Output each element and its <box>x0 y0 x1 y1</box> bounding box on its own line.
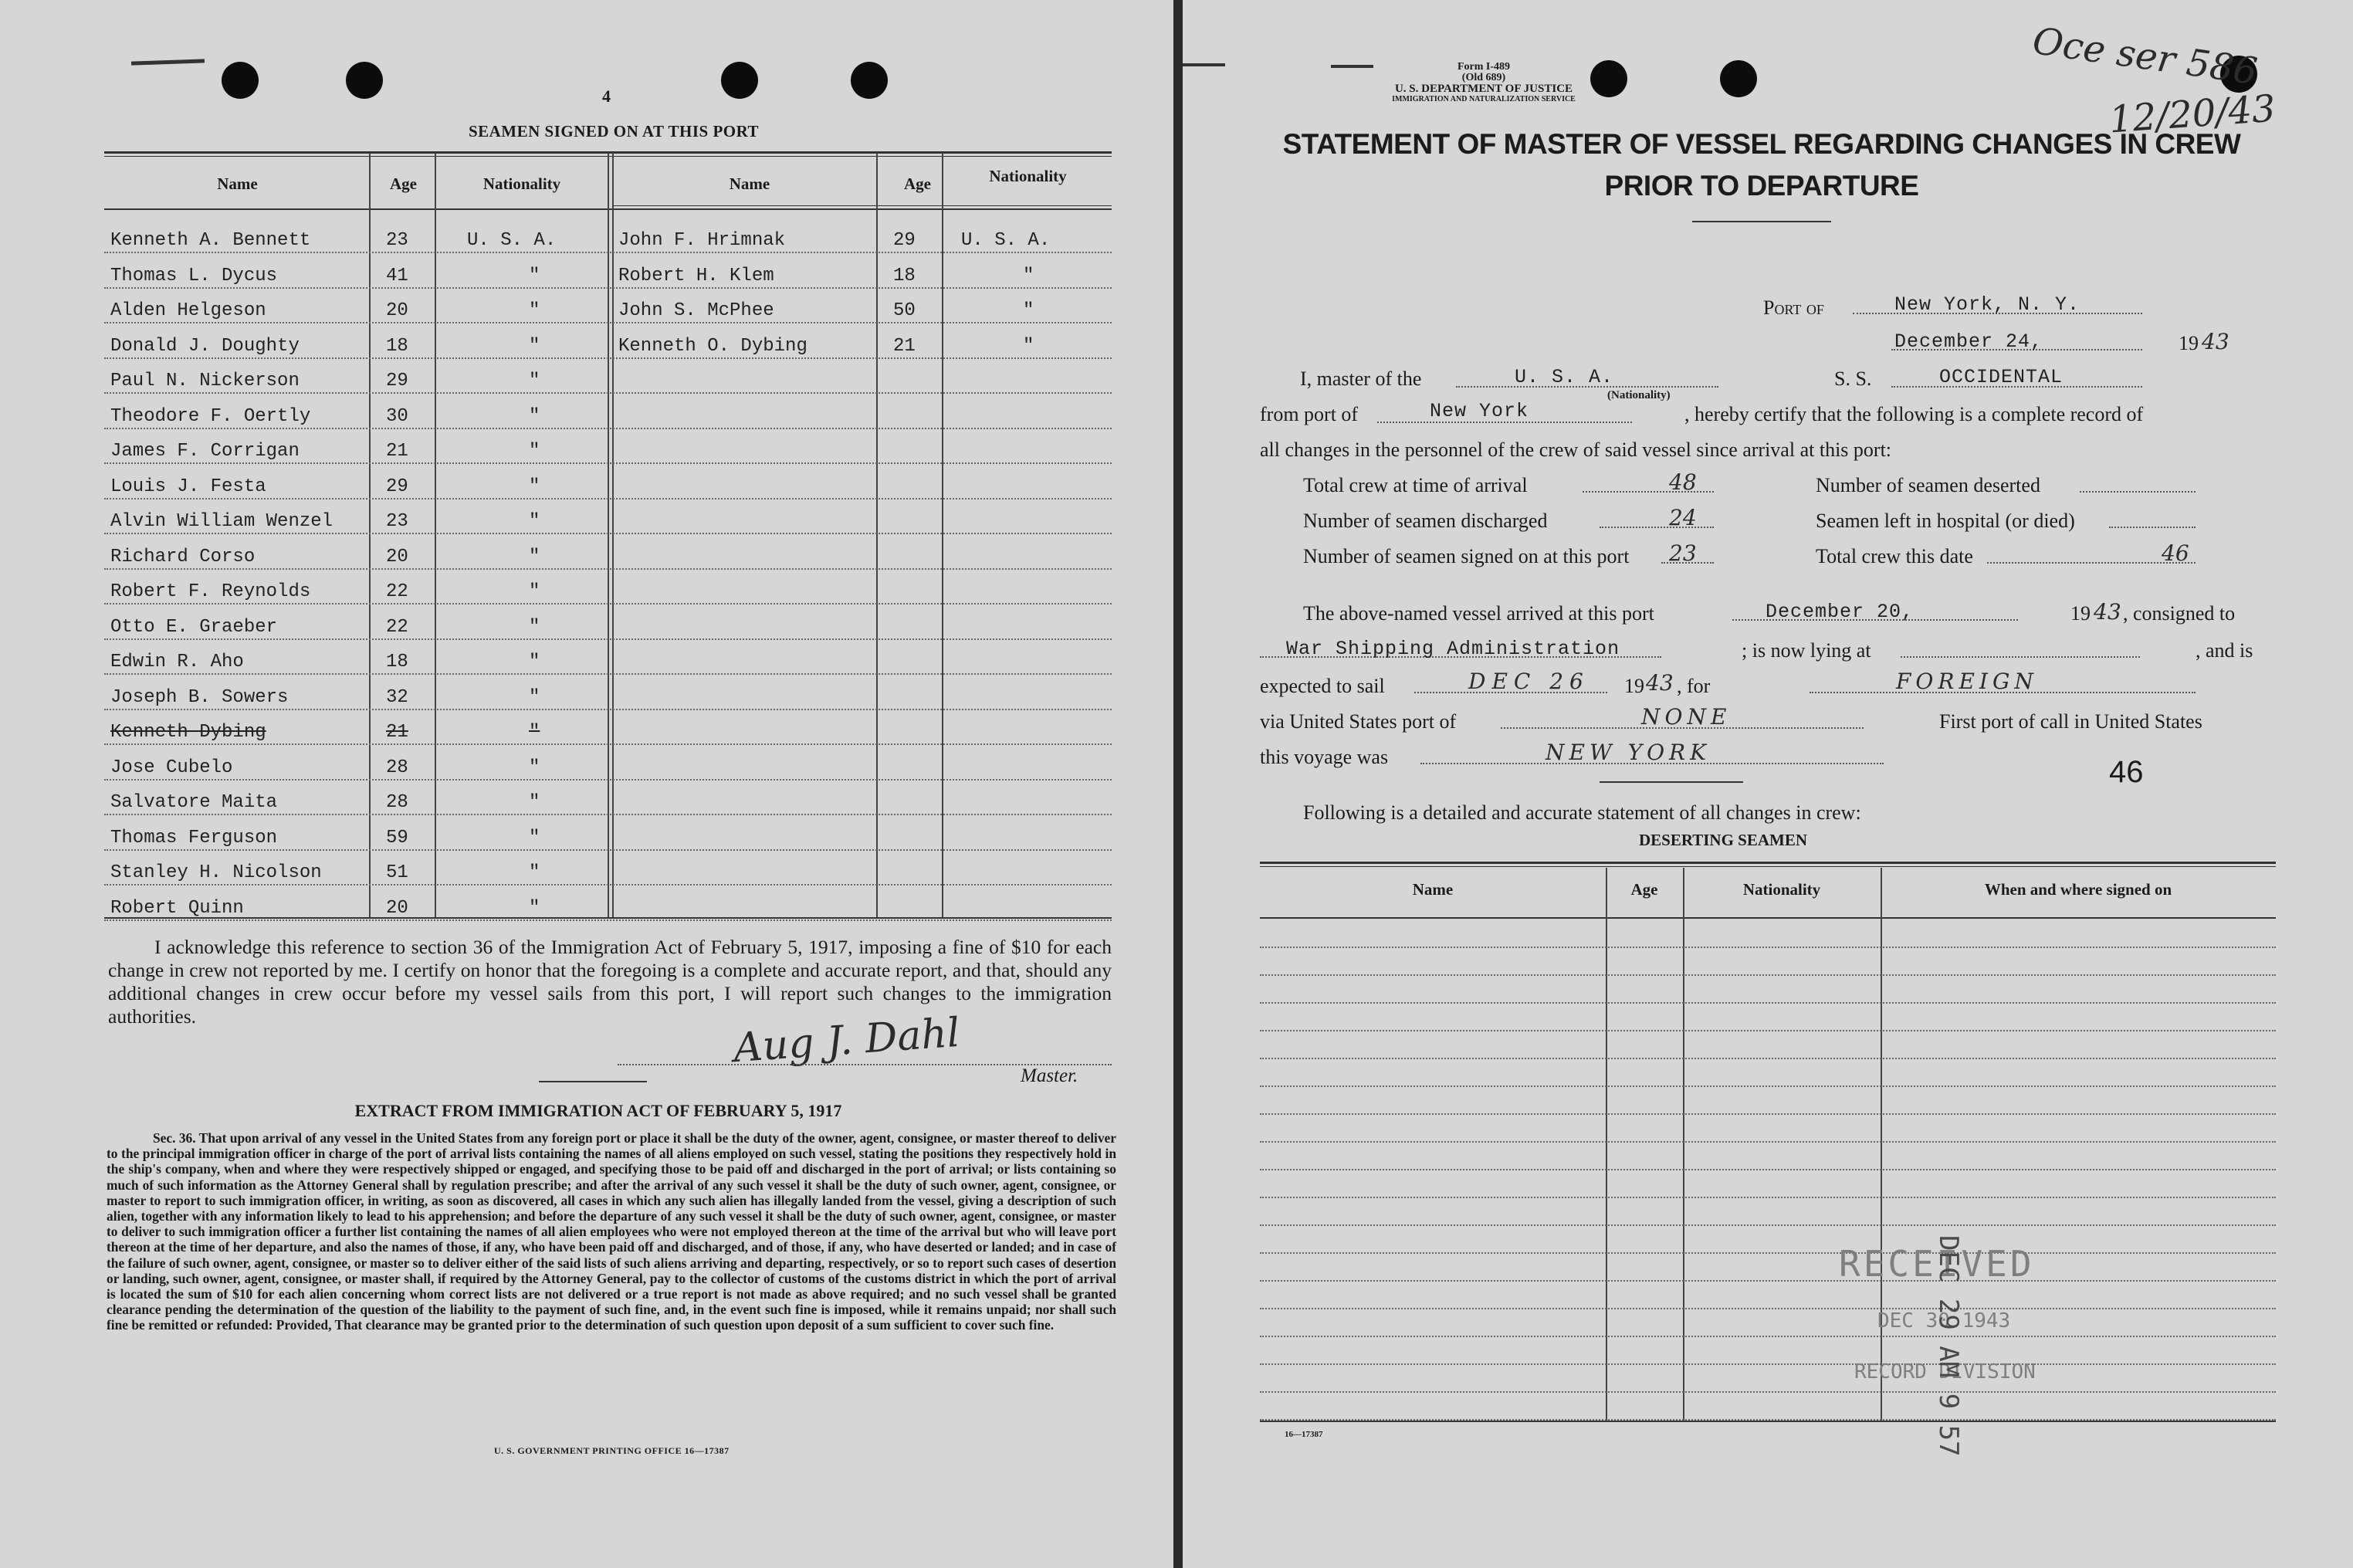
desert-col-when-where: When and where signed on <box>1984 880 2172 899</box>
sail-year-prefix: 19 <box>1624 675 1644 697</box>
table-cell-name: Jose Cubelo <box>110 757 233 778</box>
table-cell-name: Kenneth Dybing <box>110 722 266 743</box>
row-rule <box>104 709 1112 710</box>
col-header-age-2: Age <box>904 174 931 193</box>
table-cell-right-name: Kenneth O. Dybing <box>618 335 807 357</box>
form-title-2: PRIOR TO DEPARTURE <box>1604 170 1919 202</box>
table-cell-right-age: 18 <box>893 265 916 286</box>
stat-label-discharged: Number of seamen discharged <box>1303 510 1548 532</box>
desert-row-rule <box>1260 1030 2276 1031</box>
extract-text: Sec. 36. That upon arrival of any vessel in the United States from any foreign port or place it shall be the duty of the owner, agent, consignee, or master thereof to deliver to the principal immigration officer in charge of the port of arrival lists containing the names of all aliens employed on such vessel, stating the positions they respectively hold in the ship's company, when and where they were respectively shipped or engaged, and specifying those to be paid off and discharged in the port of arrival; or lists containing so much of such information as the Attorney General shall by regulation prescribe; and after the arrival of any such vessel it shall be the duty of such owner, agent, consignee, or master to report to such immigration officer, in writing, as soon as discovered, all cases in which any such alien has illegally landed from the vessel, giving a description of such alien, together with any information likely to lead to his apprehension; and before the departure of any such vessel it shall be the duty of such owner, agent, consignee, or master to deliver to such immigration officer a further list containing the names of all alien employees who were not employed thereon at the time of the arrival but who will leave port thereon at the time of her departure, and also the names of those, if any, who have been paid off and discharged, and of those, if any, who have deserted or landed; and in case of the failure of such owner, agent, consignee, or master so to deliver either of the said lists of such aliens arriving and departing, respectively, or so to report such cases of desertion or landing, such owner, agent, consignee, or master shall, if required by the Attorney General, pay to the collector of customs of the customs district in which the port of arrival is located the sum of $10 for each alien concerning whom correct lists are not delivered or a true report is not made as above required; and no such vessel shall be granted clearance pending the determination of the question of the liability to the payment of such fine, and, in the event such fine is imposed, while it remains unpaid; nor shall such fine be remitted or refunded: Provided, That clearance may be granted prior to the determination of such question upon deposit of a sum sufficient to cover such fine. <box>107 1130 1116 1333</box>
year-value: 43 <box>2202 329 2229 354</box>
table-cell-age: 21 <box>386 722 408 743</box>
table-cell-name: Theodore F. Oertly <box>110 405 311 427</box>
stat-label-arrival: Total crew at time of arrival <box>1303 474 1528 496</box>
port-value: New York, N. Y. <box>1894 293 2080 316</box>
stat-value-total: 46 <box>2162 540 2189 566</box>
stat-value-discharged: 24 <box>1669 505 1697 530</box>
received-stamp: RECEIVED <box>1839 1243 2035 1285</box>
certify-text-2: all changes in the personnel of the crew of said vessel since arrival at this port: <box>1260 439 1892 461</box>
table-cell-right-age: 50 <box>893 300 916 321</box>
and-is-label: , and is <box>2196 639 2253 662</box>
table-cell-nationality: " <box>529 441 540 462</box>
table-cell-age: 22 <box>386 616 408 638</box>
table-cell-age: 29 <box>386 476 408 497</box>
desert-row-rule <box>1260 1113 2276 1115</box>
page-count: 46 <box>2109 755 2144 789</box>
table-cell-name: Otto E. Graeber <box>110 616 278 638</box>
expected-label: expected to sail <box>1260 675 1385 697</box>
table-cell-name: Salvatore Maita <box>110 792 278 813</box>
page-number: 4 <box>602 86 611 106</box>
destination: FOREIGN <box>1896 669 2038 694</box>
row-rule <box>104 638 1112 640</box>
table-cell-age: 29 <box>386 371 408 391</box>
row-rule <box>104 849 1112 851</box>
table-cell-age: 32 <box>386 686 408 708</box>
row-rule <box>104 322 1112 323</box>
via-label: via United States port of <box>1260 710 1457 733</box>
table-cell-name: Richard Corso <box>110 546 256 567</box>
pencil-mark <box>1183 63 1225 66</box>
table-cell-nationality: " <box>529 371 540 391</box>
desert-col-nationality: Nationality <box>1742 880 1821 899</box>
table-cell-nationality: " <box>529 300 540 321</box>
master-label: I, master of the <box>1300 367 1422 390</box>
service: IMMIGRATION AND NATURALIZATION SERVICE <box>1392 95 1576 103</box>
department: U. S. DEPARTMENT OF JUSTICE <box>1394 83 1573 95</box>
right-page <box>1183 0 2353 1568</box>
desert-row-rule <box>1260 1002 2276 1004</box>
following-text: Following is a detailed and accurate statement of all changes in crew: <box>1303 801 1861 824</box>
corner-note-date: 12/20/43 <box>2108 86 2277 142</box>
extract-title: EXTRACT FROM IMMIGRATION ACT OF FEBRUARY 5, 1917 <box>354 1101 842 1120</box>
from-port-label: from port of <box>1260 403 1359 425</box>
table-cell-age: 30 <box>386 405 408 427</box>
row-rule <box>104 814 1112 815</box>
row-rule <box>104 673 1112 675</box>
col-header-age: Age <box>390 174 417 193</box>
table-cell-nationality: " <box>529 616 540 638</box>
table-cell-name: Alden Helgeson <box>110 300 266 321</box>
certify-text: , hereby certify that the following is a complete record of <box>1684 403 2144 425</box>
table-cell-name: Louis J. Festa <box>110 476 266 497</box>
first-port-label: First port of call in United States <box>1939 710 2202 733</box>
table-cell-age: 18 <box>386 652 408 672</box>
table-cell-age: 28 <box>386 792 408 813</box>
table-cell-right-nationality: U. S. A. <box>961 230 1051 251</box>
col-header-nationality: Nationality <box>482 174 561 193</box>
row-rule <box>104 252 1112 253</box>
table-cell-nationality: " <box>529 511 540 532</box>
table-cell-nationality: " <box>529 476 540 497</box>
row-rule <box>104 919 1112 921</box>
port-label: Port of <box>1763 296 1824 319</box>
table-cell-age: 20 <box>386 546 408 567</box>
vertical-date-stamp: DEC 29 AM 9 57 <box>1933 1235 1964 1457</box>
punch-hole <box>1720 60 1757 97</box>
col-header-name-2: Name <box>729 174 770 193</box>
row-rule <box>104 779 1112 781</box>
record-division-stamp: RECORD DIVISION <box>1854 1360 2036 1383</box>
table-cell-right-name: John F. Hrimnak <box>618 230 786 251</box>
table-cell-age: 22 <box>386 581 408 602</box>
voyage-label: this voyage was <box>1260 746 1389 768</box>
form-header <box>1353 62 1615 105</box>
arrived-label: The above-named vessel arrived at this port <box>1303 602 1654 625</box>
from-port-value: New York <box>1430 400 1529 422</box>
nationality-value: U. S. A. <box>1515 366 1614 388</box>
form-number: Form I-489 <box>1457 61 1511 73</box>
form-old-number: (Old 689) <box>1461 72 1506 83</box>
desert-row-rule <box>1260 1336 2276 1337</box>
for-label: , for <box>1677 675 1711 697</box>
row-rule <box>104 462 1112 464</box>
desert-row-rule <box>1260 1085 2276 1087</box>
table-cell-name: Paul N. Nickerson <box>110 371 300 391</box>
via-value: NONE <box>1641 704 1732 730</box>
table-cell-right-nationality: " <box>1023 300 1034 321</box>
desert-row-rule <box>1260 1169 2276 1170</box>
table-cell-nationality: " <box>529 405 540 427</box>
row-rule <box>104 392 1112 394</box>
table-cell-right-nationality: " <box>1023 335 1034 357</box>
table-cell-nationality: " <box>529 897 540 919</box>
desert-row-rule <box>1260 1252 2276 1254</box>
table-cell-name: Thomas L. Dycus <box>110 265 278 286</box>
desert-row-rule <box>1260 1224 2276 1226</box>
desert-col-name: Name <box>1412 880 1454 899</box>
punch-hole <box>721 62 758 99</box>
corner-note: Oce ser 586 <box>2030 19 2260 94</box>
table-cell-nationality: " <box>529 757 540 778</box>
table-cell-name: Donald J. Doughty <box>110 335 300 357</box>
page-gutter <box>1173 0 1183 1568</box>
desert-row-rule <box>1260 1280 2276 1282</box>
punch-hole <box>851 62 888 99</box>
table-cell-name: Robert F. Reynolds <box>110 581 311 602</box>
arrived-date: December 20, <box>1766 601 1915 623</box>
table-cell-name: Thomas Ferguson <box>110 827 278 848</box>
table-cell-nationality: " <box>529 581 540 602</box>
table-cell-nationality: " <box>529 686 540 708</box>
table-cell-age: 59 <box>386 827 408 848</box>
table-cell-nationality: " <box>529 546 540 567</box>
table-cell-age: 20 <box>386 897 408 919</box>
stat-value-arrival: 48 <box>1669 469 1697 495</box>
table-cell-right-name: John S. McPhee <box>618 300 774 321</box>
section-title: SEAMEN SIGNED ON AT THIS PORT <box>468 122 760 141</box>
desert-col-age: Age <box>1630 880 1658 899</box>
table-cell-age: 18 <box>386 335 408 357</box>
deserting-table <box>1260 862 2276 1425</box>
form-title-1: STATEMENT OF MASTER OF VESSEL REGARDING CHANGES IN CREW <box>1282 128 2241 160</box>
table-cell-nationality: " <box>529 335 540 357</box>
arrived-year: 43 <box>2094 599 2121 625</box>
punch-hole <box>222 62 259 99</box>
seamen-table <box>104 153 1112 925</box>
row-rule <box>104 533 1112 534</box>
row-rule <box>104 568 1112 570</box>
desert-row-rule <box>1260 1391 2276 1393</box>
table-cell-name: Alvin William Wenzel <box>110 511 333 532</box>
printer-line-right: 16—17387 <box>1285 1430 1323 1439</box>
desert-row-rule <box>1260 1308 2276 1309</box>
ss-label: S. S. <box>1834 367 1872 390</box>
table-cell-age: 41 <box>386 265 408 286</box>
lying-label: ; is now lying at <box>1742 639 1871 662</box>
table-cell-right-age: 29 <box>893 230 916 251</box>
row-rule <box>104 884 1112 886</box>
table-cell-age: 28 <box>386 757 408 778</box>
table-cell-nationality: " <box>529 792 540 813</box>
date-value: December 24, <box>1894 330 2043 353</box>
table-cell-age: 51 <box>386 862 408 883</box>
desert-row-rule <box>1260 1141 2276 1143</box>
table-cell-name: Stanley H. Nicolson <box>110 862 322 883</box>
arrived-year-prefix: 19 <box>2070 602 2091 625</box>
table-cell-right-age: 21 <box>893 335 916 357</box>
punch-hole <box>346 62 383 99</box>
signature-role: Master. <box>1021 1065 1078 1086</box>
stat-label-hospital: Seamen left in hospital (or died) <box>1816 510 2075 532</box>
year-prefix: 19 <box>2179 332 2199 354</box>
table-cell-name: Joseph B. Sowers <box>110 686 289 708</box>
table-cell-name: James F. Corrigan <box>110 441 300 462</box>
col-header-nationality-2: Nationality <box>989 167 1067 185</box>
pencil-mark <box>131 59 205 65</box>
acknowledgement-text: I acknowledge this reference to section 36 of the Immigration Act of February 5, 1917, imposing a fine of $10 for each change in crew not reported by me. I certify on honor that the foregoing is a complete and accurate report, and that, should any additional changes in crew occur before my vessel sails from this port, I will report such changes to the immigration authorities. <box>108 936 1112 1028</box>
consigned-label: , consigned to <box>2123 602 2236 625</box>
row-rule <box>104 287 1112 289</box>
row-rule <box>104 357 1112 359</box>
table-cell-name: Edwin R. Aho <box>110 652 244 672</box>
table-cell-nationality: " <box>529 827 540 848</box>
table-cell-name: Robert Quinn <box>110 897 244 919</box>
desert-row-rule <box>1260 1058 2276 1059</box>
ship-name: OCCIDENTAL <box>1939 366 2064 388</box>
master-signature: Aug J. Dahl <box>732 1009 962 1072</box>
stat-label-total: Total crew this date <box>1816 545 1973 567</box>
table-cell-name: Kenneth A. Bennett <box>110 230 311 251</box>
stat-label-signed-on: Number of seamen signed on at this port <box>1303 545 1630 567</box>
sail-year: 43 <box>1646 670 1674 696</box>
table-cell-right-nationality: " <box>1023 265 1034 286</box>
stat-label-deserted: Number of seamen deserted <box>1816 474 2040 496</box>
desert-row-rule <box>1260 974 2276 976</box>
table-cell-nationality: " <box>529 722 540 743</box>
nationality-caption: (Nationality) <box>1607 389 1671 401</box>
printer-line: U. S. GOVERNMENT PRINTING OFFICE 16—17387 <box>494 1445 730 1456</box>
deserting-title: DESERTING SEAMEN <box>1638 831 1808 849</box>
voyage-value: NEW YORK <box>1546 740 1711 765</box>
row-rule <box>104 603 1112 605</box>
desert-row-rule <box>1260 1197 2276 1198</box>
stat-value-signed-on: 23 <box>1669 540 1697 566</box>
col-header-name: Name <box>217 174 258 193</box>
row-rule <box>104 743 1112 745</box>
consignee: War Shipping Administration <box>1286 638 1620 660</box>
table-cell-right-name: Robert H. Klem <box>618 265 774 286</box>
table-cell-age: 21 <box>386 441 408 462</box>
table-cell-nationality: U. S. A. <box>467 230 557 251</box>
table-cell-age: 20 <box>386 300 408 321</box>
desert-row-rule <box>1260 1419 2276 1421</box>
row-rule <box>104 498 1112 500</box>
received-stamp-date: DEC 30 1943 <box>1877 1309 2011 1333</box>
left-page <box>0 0 1173 1568</box>
table-cell-nationality: " <box>529 862 540 883</box>
table-cell-nationality: " <box>529 265 540 286</box>
table-cell-nationality: " <box>529 652 540 672</box>
desert-row-rule <box>1260 947 2276 948</box>
table-cell-age: 23 <box>386 230 408 251</box>
table-cell-age: 23 <box>386 511 408 532</box>
desert-row-rule <box>1260 1363 2276 1365</box>
row-rule <box>104 428 1112 429</box>
sail-date: DEC 26 <box>1468 669 1590 694</box>
